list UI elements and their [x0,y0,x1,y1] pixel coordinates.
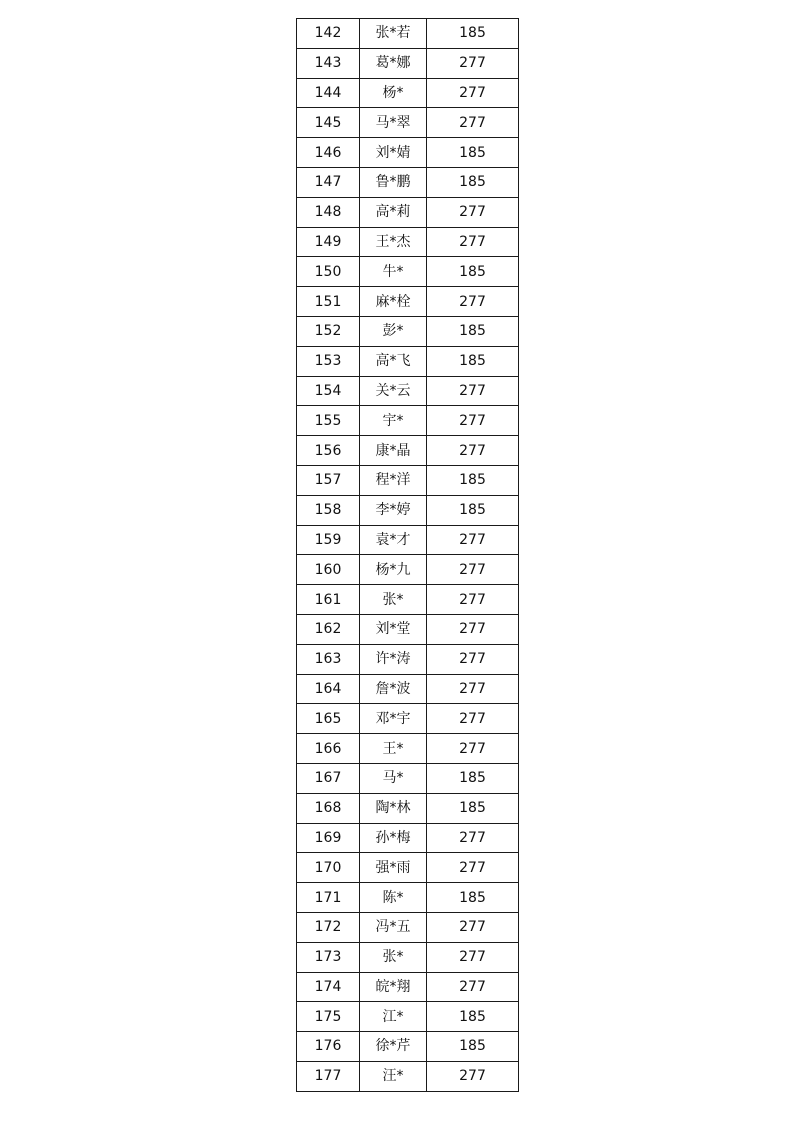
amount-cell: 277 [427,912,519,942]
amount-cell: 185 [427,883,519,913]
row-number-cell: 162 [297,614,360,644]
table-row [297,376,519,406]
amount-cell: 277 [427,48,519,78]
name-cell: 汪* [360,1061,427,1091]
name-cell: 陶*林 [360,793,427,823]
amount-cell: 185 [427,1002,519,1032]
name-cell: 刘*堂 [360,614,427,644]
table-row [297,912,519,942]
amount-cell: 277 [427,406,519,436]
table-row [297,853,519,883]
roster-table-body [297,19,519,1092]
name-cell: 李*婷 [360,495,427,525]
table-row [297,167,519,197]
table-row [297,495,519,525]
table-row [297,942,519,972]
table-row [297,316,519,346]
name-cell: 杨*九 [360,555,427,585]
table-row [297,763,519,793]
table-row [297,227,519,257]
row-number-cell: 157 [297,465,360,495]
table-row [297,883,519,913]
row-number-cell: 147 [297,167,360,197]
amount-cell: 277 [427,644,519,674]
amount-cell: 277 [427,972,519,1002]
amount-cell: 185 [427,257,519,287]
name-cell: 马*翠 [360,108,427,138]
name-cell: 许*涛 [360,644,427,674]
amount-cell: 185 [427,1032,519,1062]
table-row [297,644,519,674]
amount-cell: 277 [427,674,519,704]
amount-cell: 277 [427,704,519,734]
table-row [297,674,519,704]
table-row [297,48,519,78]
amount-cell: 277 [427,227,519,257]
row-number-cell: 168 [297,793,360,823]
amount-cell: 277 [427,853,519,883]
table-row [297,78,519,108]
amount-cell: 277 [427,197,519,227]
row-number-cell: 175 [297,1002,360,1032]
table-row [297,19,519,49]
name-cell: 牛* [360,257,427,287]
name-cell: 彭* [360,316,427,346]
row-number-cell: 174 [297,972,360,1002]
amount-cell: 185 [427,793,519,823]
table-row [297,287,519,317]
row-number-cell: 177 [297,1061,360,1091]
amount-cell: 277 [427,376,519,406]
amount-cell: 277 [427,585,519,615]
amount-cell: 277 [427,734,519,764]
row-number-cell: 156 [297,436,360,466]
name-cell: 张*若 [360,19,427,49]
table-row [297,793,519,823]
amount-cell: 185 [427,763,519,793]
row-number-cell: 142 [297,19,360,49]
table-row [297,138,519,168]
amount-cell: 277 [427,108,519,138]
amount-cell: 185 [427,19,519,49]
row-number-cell: 153 [297,346,360,376]
row-number-cell: 150 [297,257,360,287]
row-number-cell: 144 [297,78,360,108]
row-number-cell: 160 [297,555,360,585]
row-number-cell: 169 [297,823,360,853]
row-number-cell: 154 [297,376,360,406]
name-cell: 高*莉 [360,197,427,227]
table-row [297,704,519,734]
name-cell: 康*晶 [360,436,427,466]
row-number-cell: 176 [297,1032,360,1062]
table-row [297,197,519,227]
name-cell: 关*云 [360,376,427,406]
amount-cell: 185 [427,138,519,168]
row-number-cell: 164 [297,674,360,704]
name-cell: 邓*宇 [360,704,427,734]
table-row [297,1061,519,1091]
table-row [297,1002,519,1032]
table-row [297,346,519,376]
name-cell: 杨* [360,78,427,108]
name-cell: 马* [360,763,427,793]
name-cell: 孙*梅 [360,823,427,853]
name-cell: 高*飞 [360,346,427,376]
table-row [297,436,519,466]
table-row [297,972,519,1002]
table-row [297,585,519,615]
row-number-cell: 166 [297,734,360,764]
row-number-cell: 146 [297,138,360,168]
name-cell: 张* [360,942,427,972]
name-cell: 张* [360,585,427,615]
name-cell: 皖*翔 [360,972,427,1002]
row-number-cell: 163 [297,644,360,674]
name-cell: 陈* [360,883,427,913]
amount-cell: 277 [427,942,519,972]
row-number-cell: 172 [297,912,360,942]
table-row [297,614,519,644]
name-cell: 徐*芹 [360,1032,427,1062]
name-cell: 王* [360,734,427,764]
row-number-cell: 149 [297,227,360,257]
row-number-cell: 170 [297,853,360,883]
name-cell: 冯*五 [360,912,427,942]
row-number-cell: 151 [297,287,360,317]
name-cell: 鲁*鹏 [360,167,427,197]
row-number-cell: 158 [297,495,360,525]
roster-table [296,18,519,1092]
name-cell: 袁*才 [360,525,427,555]
amount-cell: 277 [427,1061,519,1091]
name-cell: 葛*娜 [360,48,427,78]
table-row [297,257,519,287]
row-number-cell: 145 [297,108,360,138]
amount-cell: 277 [427,555,519,585]
table-row [297,525,519,555]
amount-cell: 185 [427,316,519,346]
name-cell: 王*杰 [360,227,427,257]
row-number-cell: 161 [297,585,360,615]
row-number-cell: 167 [297,763,360,793]
table-row [297,108,519,138]
amount-cell: 185 [427,346,519,376]
table-row [297,406,519,436]
amount-cell: 277 [427,525,519,555]
table-row [297,823,519,853]
name-cell: 江* [360,1002,427,1032]
name-cell: 詹*波 [360,674,427,704]
table-row [297,555,519,585]
amount-cell: 185 [427,465,519,495]
amount-cell: 277 [427,78,519,108]
row-number-cell: 165 [297,704,360,734]
amount-cell: 185 [427,167,519,197]
amount-cell: 277 [427,823,519,853]
row-number-cell: 173 [297,942,360,972]
row-number-cell: 143 [297,48,360,78]
name-cell: 麻*栓 [360,287,427,317]
row-number-cell: 155 [297,406,360,436]
row-number-cell: 171 [297,883,360,913]
name-cell: 程*洋 [360,465,427,495]
name-cell: 刘*婧 [360,138,427,168]
table-row [297,734,519,764]
amount-cell: 277 [427,287,519,317]
table-row [297,1032,519,1062]
amount-cell: 277 [427,614,519,644]
row-number-cell: 148 [297,197,360,227]
row-number-cell: 159 [297,525,360,555]
name-cell: 强*雨 [360,853,427,883]
amount-cell: 185 [427,495,519,525]
name-cell: 宇* [360,406,427,436]
row-number-cell: 152 [297,316,360,346]
amount-cell: 277 [427,436,519,466]
table-row [297,465,519,495]
